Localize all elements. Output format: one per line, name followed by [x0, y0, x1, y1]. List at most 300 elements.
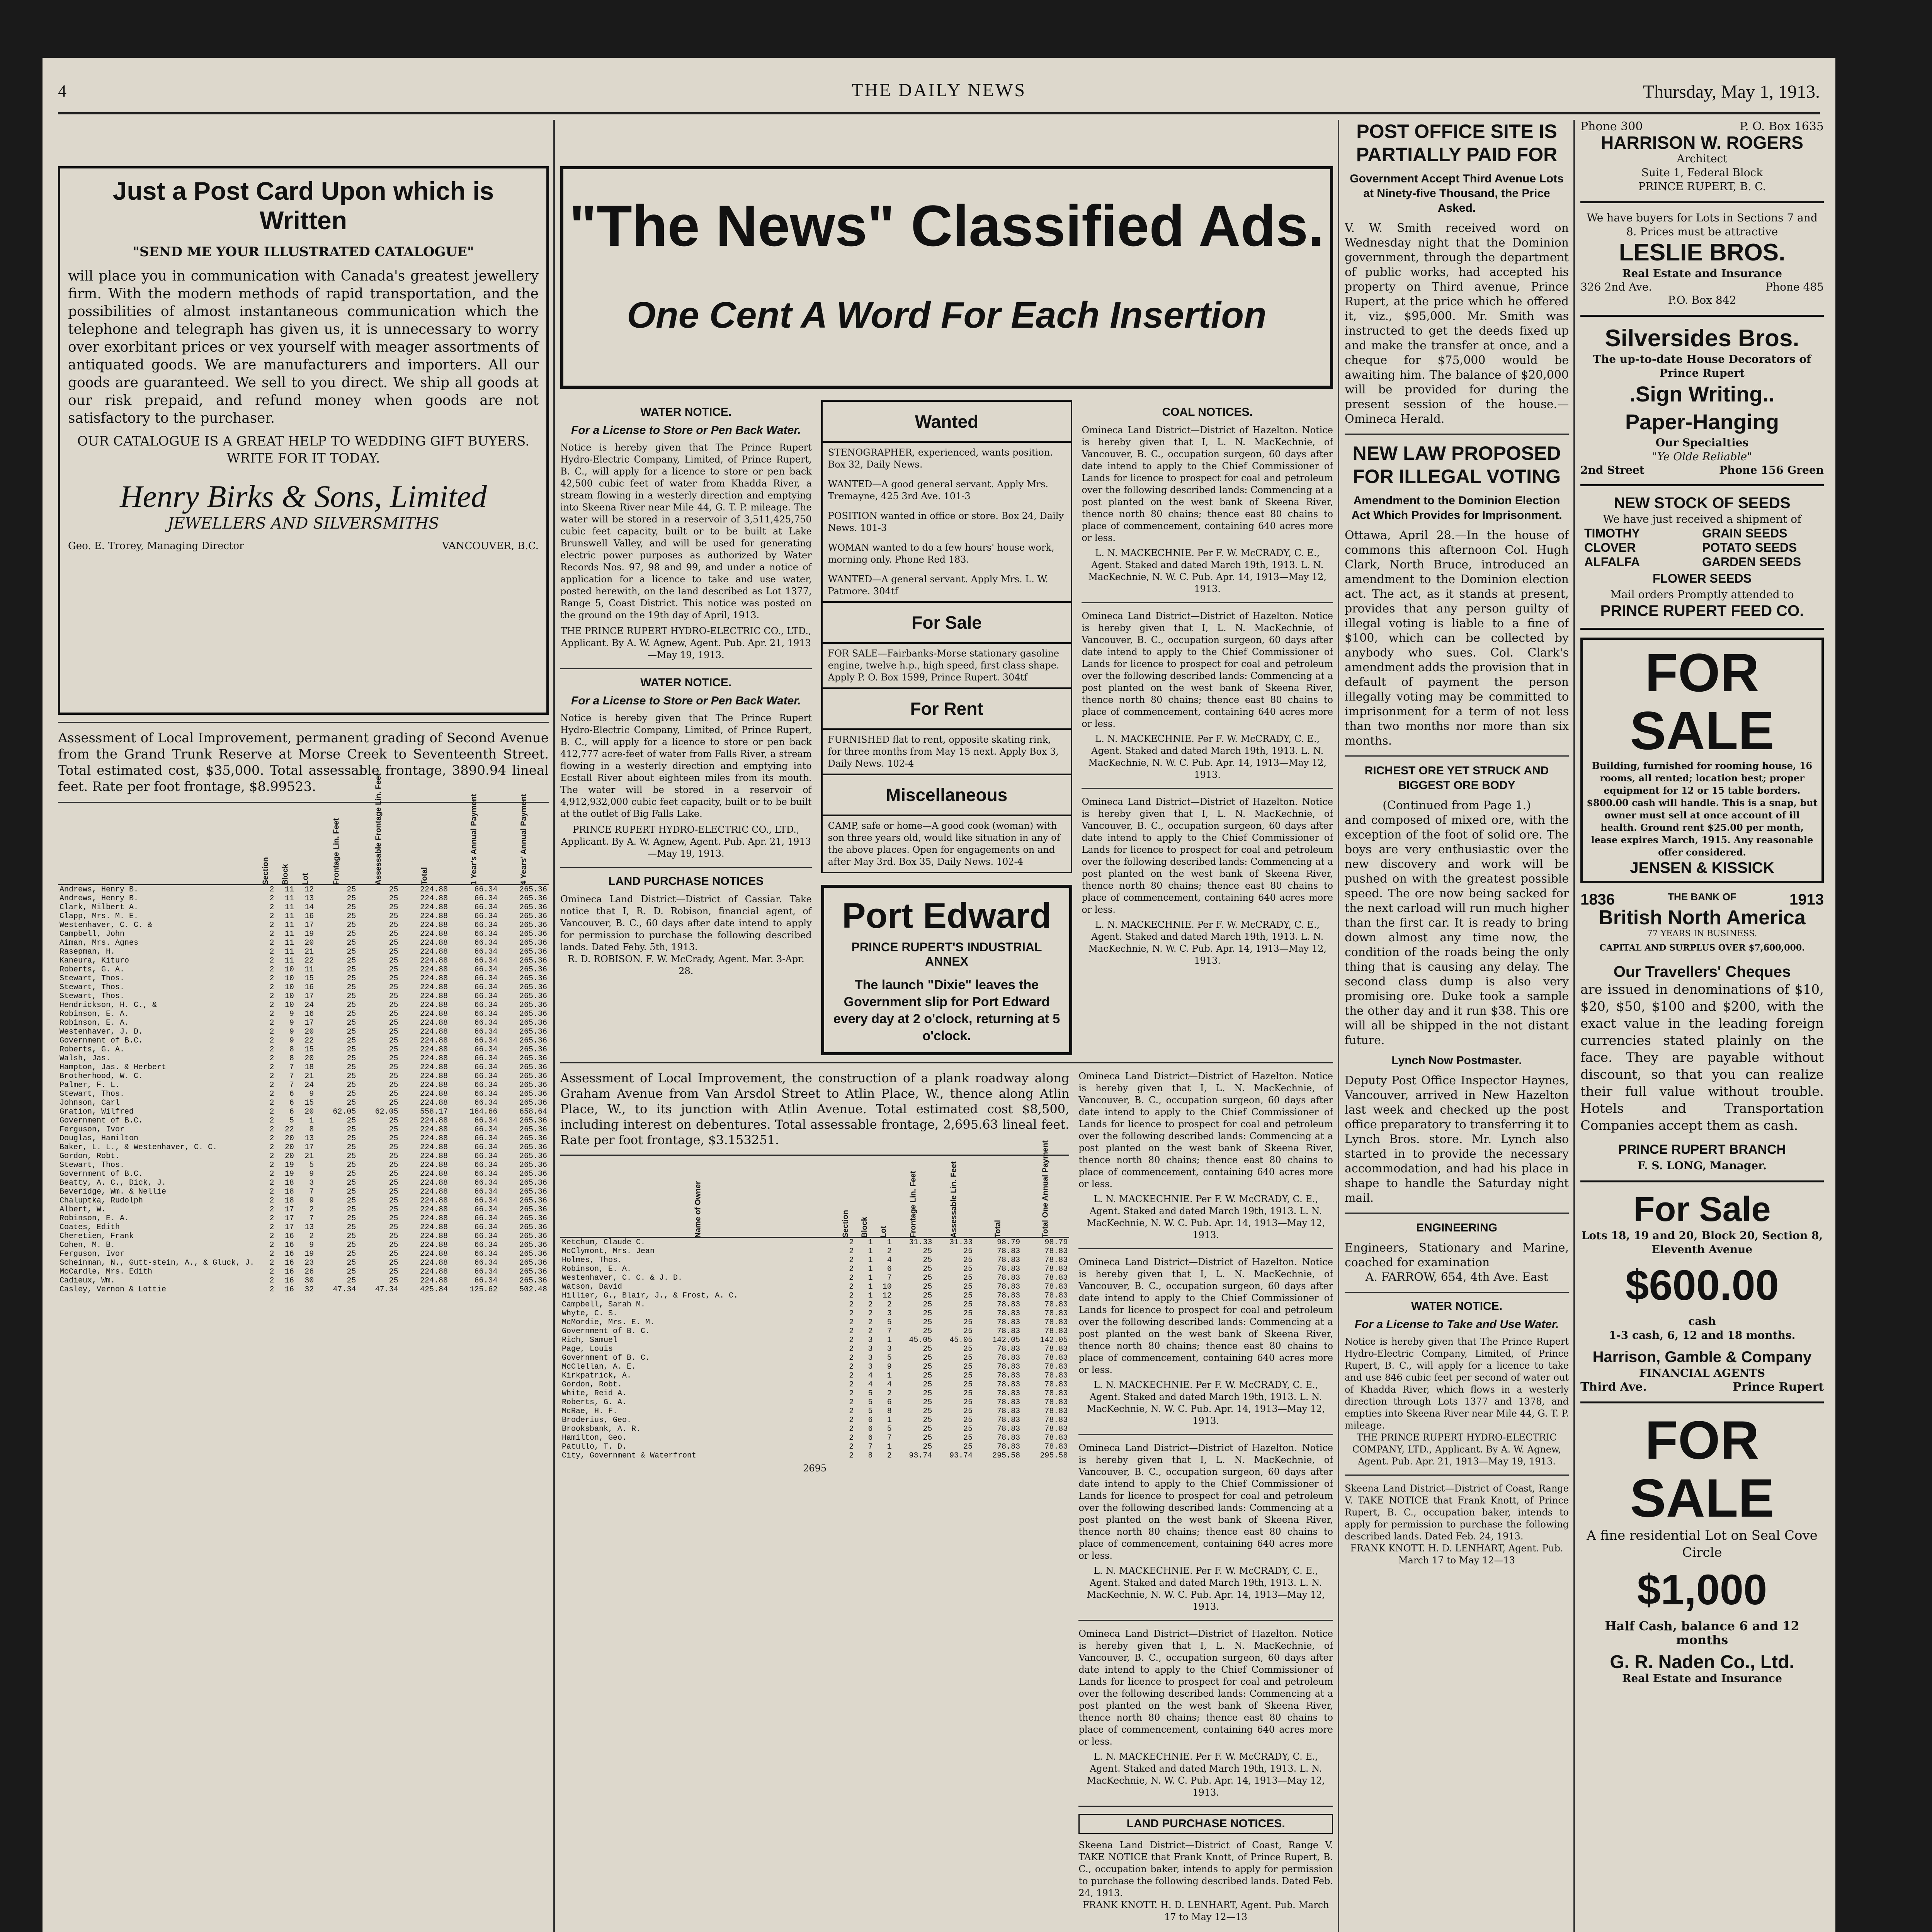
value-cell: 25	[389, 1054, 398, 1063]
value-cell: 2	[269, 921, 274, 930]
value-cell: 425.84	[420, 1285, 448, 1294]
value-cell: 66.34	[474, 885, 498, 894]
value-cell: 78.83	[1044, 1442, 1068, 1451]
table-row	[560, 1345, 1069, 1354]
value-cell: 25	[389, 903, 398, 912]
value-cell: 1	[868, 1247, 873, 1256]
coal-notice-body: Omineca Land District—District of Hazelton. Notice is hereby given that I, L. N. MacKechnie, of Vancouver, B. C., occupation surgeon, 60 days after date intend to apply to the Chief Commissioner of Lands for licence to prospect for coal and petroleum over the following described lands: Commencing at a post planted on the west bank of Skeena River, thence north 80 chains; thence east 80 chains to place of commencement, containing 640 acres more or less.	[1078, 1257, 1333, 1375]
owner-name-cell: Aiman, Mrs. Agnes	[60, 939, 139, 947]
bank-years	[1580, 891, 1824, 908]
skeena-notice-body: Skeena Land District—District of Coast, Range V. TAKE NOTICE that Frank Knott, of Prince Rupert, B. C., occupation baker, intends to apply for permission to purchase the following described lands. Dated Feb. 24, 1913.	[1345, 1483, 1569, 1542]
value-cell: 224.88	[420, 1027, 448, 1036]
table-column-header-label: Block	[281, 864, 290, 885]
newspaper-name: THE DAILY NEWS	[852, 80, 1026, 100]
value-cell: 7	[887, 1327, 892, 1336]
seeds-list	[1580, 526, 1824, 569]
table-column-header-label: Section	[841, 1210, 850, 1238]
value-cell: 265.36	[519, 1196, 547, 1205]
port-edward-advertisement	[821, 885, 1073, 1055]
value-cell: 2	[269, 1170, 274, 1179]
divider	[58, 722, 549, 723]
value-cell: 224.88	[420, 1179, 448, 1187]
value-cell: 224.88	[420, 1187, 448, 1196]
value-cell: 78.83	[1044, 1434, 1068, 1442]
value-cell: 9	[289, 1036, 294, 1045]
post-office-body: V. W. Smith received word on Wednesday night that the Dominion government, through the department of public works, had accepted his property on Third avenue, Prince Rupert, at the price which he offered it, viz., $95,000. Mr. Smith was instructed to get the deeds fixed up and make the transfer at once, and a cheque for $75,000 would be awaiting him. The balance of $20,000 will be provided for during the present session of the house.—Omineca Herald.	[1345, 221, 1569, 426]
table-row	[58, 885, 549, 895]
owner-name-cell: Baker, L. L., & Westenhaver, C. C.	[60, 1143, 218, 1152]
divider	[1345, 755, 1569, 757]
value-cell: 10	[284, 1001, 294, 1010]
value-cell: 6	[289, 1090, 294, 1099]
owner-name-cell: Robinson, E. A.	[60, 1010, 129, 1019]
silversides-address-row	[1580, 464, 1824, 476]
value-cell: 78.83	[1044, 1371, 1068, 1380]
value-cell: 1	[887, 1238, 892, 1247]
value-cell: 25	[389, 1116, 398, 1125]
value-cell: 502.48	[519, 1285, 547, 1294]
value-cell: 78.83	[997, 1274, 1020, 1282]
value-cell: 25	[923, 1274, 932, 1282]
owner-name-cell: McRae, H. F.	[562, 1407, 618, 1416]
rogers-suite: Suite 1, Federal Block	[1641, 166, 1763, 179]
divider	[1580, 1180, 1824, 1182]
birks-quote: "SEND ME YOUR ILLUSTRATED CATALOGUE"	[133, 244, 474, 260]
birks-director: Geo. E. Trorey, Managing Director	[68, 540, 244, 552]
value-cell: 265.36	[519, 1019, 547, 1027]
owner-name-cell: Roberts, G. A.	[562, 1398, 627, 1407]
value-cell: 20	[304, 1107, 314, 1116]
value-cell: 13	[304, 1134, 314, 1143]
leslie-address-row	[1580, 281, 1824, 293]
value-cell: 224.88	[420, 956, 448, 965]
value-cell: 17	[304, 921, 314, 930]
value-cell: 224.88	[420, 1259, 448, 1267]
value-cell: 18	[304, 1063, 314, 1072]
value-cell: 25	[389, 1027, 398, 1036]
cheques-body: are issued in denominations of $10, $20, $50, $100 and $200, with the exact value in the leading foreign currencies stated plainly on the face. They are payable without discount, so that you can realize their full value without trouble. Hotels and Transportation Companies accept them as cash.	[1580, 982, 1824, 1133]
value-cell: 2	[269, 1276, 274, 1285]
value-cell: 25	[389, 1170, 398, 1179]
owner-name-cell: Kaneura, Kituro	[60, 956, 129, 965]
value-cell: 66.34	[474, 903, 498, 912]
value-cell: 25	[389, 1152, 398, 1161]
owner-name-cell: Johnson, Carl	[60, 1099, 120, 1107]
value-cell: 32	[304, 1285, 314, 1294]
value-cell: 9	[887, 1362, 892, 1371]
value-cell: 25	[347, 1241, 356, 1250]
table-column-header	[276, 810, 295, 885]
value-cell: 1	[887, 1336, 892, 1345]
value-cell: 2	[849, 1300, 854, 1309]
harrison-street: Third Ave.	[1580, 1380, 1647, 1394]
value-cell: 8	[289, 1045, 294, 1054]
owner-name-cell: Roberts, G. A.	[60, 1045, 125, 1054]
value-cell: 7	[309, 1187, 314, 1196]
value-cell: 66.34	[474, 1063, 498, 1072]
value-cell: 25	[389, 939, 398, 947]
value-cell: 224.88	[420, 1214, 448, 1223]
owner-name-cell: Hendrickson, H. C., &	[60, 1001, 157, 1010]
table-column-header-label: Lot	[301, 873, 310, 885]
illegal-voting-body: Ottawa, April 28.—In the house of commons this afternoon Col. Hugh Clark, North Bruce, introduced an amendment to the Dominion election act. The act, as it stands at present, provides that any person guilty of illegal voting is liable to a fine of $100, which can be collected by anybody who sues. Col. Clark's amendment adds the provision that in default of payment the person illegally voting may be committed to imprisonment for a term of not less than two months nor more than six months.	[1345, 529, 1569, 748]
value-cell: 1	[868, 1282, 873, 1291]
owner-name-cell: Stewart, Thos.	[60, 1090, 125, 1099]
value-cell: 8	[309, 1125, 314, 1134]
table-row	[58, 1001, 549, 1010]
owner-name-cell: Cohen, M. B.	[60, 1241, 116, 1250]
table-row	[58, 1081, 549, 1090]
owner-name-cell: Cheretien, Frank	[60, 1232, 134, 1241]
value-cell: 25	[963, 1247, 973, 1256]
value-cell: 2	[269, 1285, 274, 1294]
value-cell: 66.34	[474, 1259, 498, 1267]
value-cell: 2	[849, 1354, 854, 1362]
value-cell: 25	[963, 1274, 973, 1282]
value-cell: 2	[269, 1010, 274, 1019]
owner-name-cell: Clapp, Mrs. M. E.	[60, 912, 139, 921]
table-row	[560, 1425, 1069, 1434]
page-number: 4	[58, 82, 66, 100]
table-row	[58, 1161, 549, 1170]
table-column-header-label: Lot	[879, 1226, 888, 1238]
column-4	[1580, 120, 1824, 1932]
divider	[1580, 484, 1824, 486]
post-office-headline: POST OFFICE SITE IS PARTIALLY PAID FOR	[1356, 121, 1558, 165]
value-cell: 25	[347, 956, 356, 965]
value-cell: 78.83	[997, 1380, 1020, 1389]
owner-name-cell: Page, Louis	[562, 1345, 613, 1354]
value-cell: 1	[868, 1274, 873, 1282]
value-cell: 25	[347, 1152, 356, 1161]
value-cell: 3	[868, 1336, 873, 1345]
water-notice-3-body: Notice is hereby given that The Prince Rupert Hydro-Electric Company, Limited, of Prince Rupert, B. C., will apply for a licence to take and use 846 cubic feet per second of water out of Khadda River, which flows in a westerly direction through Lots 1377 and 1378, and empties into Skeena River near Mile 44, G. T. P. mileage.	[1345, 1336, 1569, 1431]
value-cell: 224.88	[420, 1267, 448, 1276]
water-notice-1-body: Notice is hereby given that The Prince Rupert Hydro-Electric Company, Limited, of Prince Rupert, B. C., will apply for a licence to store or pen back 42,500 cubic feet of water from Khadda River, a stream flowing in a westerly direction and emptying into Skeena River near Mile 44, G. T. P. mileage. The water will be stored in a reservoir of 3,511,425,750 cubic feet capacity, built or to be built at Lake Brunswell Valley, and will be used for generating electric power purposes as authorized by Water Records Nos. 97, 98 and 99, and under a notice of application for a licence to take and use water, posted herewith, on the land described as Lot 1377, Range 5, Coast District. This notice was posted on the ground on the 19th day of April, 1913.	[560, 442, 812, 621]
divider	[1345, 1475, 1569, 1476]
value-cell: 15	[304, 1045, 314, 1054]
value-cell: 265.36	[519, 947, 547, 956]
value-cell: 66.34	[474, 921, 498, 930]
leslie-advertisement	[1580, 211, 1824, 307]
leslie-name: LESLIE BROS.	[1619, 239, 1786, 266]
value-cell: 66.34	[474, 956, 498, 965]
value-cell: 224.88	[420, 965, 448, 974]
value-cell: 25	[347, 1232, 356, 1241]
value-cell: 9	[309, 1090, 314, 1099]
value-cell: 265.36	[519, 1241, 547, 1250]
water-notice-3-heading: WATER NOTICE.	[1411, 1300, 1503, 1313]
divider	[1078, 1434, 1333, 1435]
for-sale-lots-advertisement	[1580, 1190, 1824, 1394]
wanted-item: WANTED—A good general servant. Apply Mrs. Tremayne, 425 3rd Ave. 101-3	[828, 479, 1048, 502]
branch-name: PRINCE RUPERT BRANCH	[1618, 1142, 1786, 1157]
owner-name-cell: Government of B. C.	[562, 1354, 650, 1362]
value-cell: 78.83	[1044, 1256, 1068, 1265]
value-cell: 25	[389, 1045, 398, 1054]
value-cell: 265.36	[519, 1276, 547, 1285]
value-cell: 2	[269, 903, 274, 912]
column-rule	[1338, 120, 1339, 1932]
value-cell: 25	[923, 1354, 932, 1362]
value-cell: 224.88	[420, 1090, 448, 1099]
value-cell: 25	[347, 1196, 356, 1205]
owner-name-cell: Westenhaver, C. C. & J. D.	[562, 1274, 683, 1282]
table-header-row	[58, 810, 549, 885]
value-cell: 25	[347, 1259, 356, 1267]
value-cell: 66.34	[474, 1027, 498, 1036]
value-cell: 18	[284, 1196, 294, 1205]
coal-notice-signature: L. N. MACKECHNIE. Per F. W. McCRADY, C. E., Agent. Staked and dated March 19th, 1913. L. N. MacKechnie, N. W. C. Pub. Apr. 14, 1913—May 12, 1913.	[1087, 1379, 1325, 1426]
value-cell: 25	[923, 1327, 932, 1336]
value-cell: 25	[963, 1416, 973, 1425]
value-cell: 25	[347, 1205, 356, 1214]
value-cell: 16	[284, 1259, 294, 1267]
lynch-body: Deputy Post Office Inspector Haynes, Vancouver, arrived in New Hazelton last week and checked up the post office preparatory to transferring it to Lynch Bros. store. Mr. Lynch also started in to provide the necessary accommodation, and had his place in shape to handle the Saturday night mail.	[1345, 1074, 1569, 1205]
paper-hanging: Paper-Hanging	[1625, 410, 1779, 434]
value-cell: 7	[887, 1434, 892, 1442]
table-column-header-label: Total	[420, 867, 429, 885]
value-cell: 25	[347, 1027, 356, 1036]
for-sale-rooming-house	[1580, 638, 1824, 883]
specialties: Our Specialties	[1655, 436, 1749, 449]
value-cell: 224.88	[420, 939, 448, 947]
table-row	[58, 1223, 549, 1232]
rogers-title: Architect	[1677, 152, 1728, 165]
value-cell: 224.88	[420, 1276, 448, 1285]
table-row	[560, 1416, 1069, 1425]
skeena-notice-signature: FRANK KNOTT. H. D. LENHART, Agent. Pub. March 17 to May 12—13	[1082, 1900, 1329, 1922]
value-cell: 78.83	[1044, 1398, 1068, 1407]
value-cell: 25	[347, 1099, 356, 1107]
value-cell: 224.88	[420, 1161, 448, 1170]
owner-name-cell: Beveridge, Wm. & Nellie	[60, 1187, 167, 1196]
value-cell: 265.36	[519, 1072, 547, 1081]
value-cell: 31.33	[949, 1238, 973, 1247]
value-cell: 265.36	[519, 974, 547, 983]
classified-col-water	[560, 400, 812, 1055]
value-cell: 25	[923, 1282, 932, 1291]
bank-founded: 1836	[1580, 891, 1615, 908]
value-cell: 25	[347, 1072, 356, 1081]
value-cell: 25	[389, 1081, 398, 1090]
value-cell: 265.36	[519, 1134, 547, 1143]
owner-name-cell: Gration, Wilfred	[60, 1107, 134, 1116]
value-cell: 224.88	[420, 1232, 448, 1241]
value-cell: 2	[849, 1238, 854, 1247]
coal-notice-body: Omineca Land District—District of Hazelton. Notice is hereby given that I, L. N. MacKechnie, of Vancouver, B. C., occupation surgeon, 60 days after date intend to apply to the Chief Commissioner of Lands for licence to prospect for coal and petroleum over the following described lands: Commencing at a post planted on the west bank of Skeena River, thence north 80 chains; thence east 80 chains to place of commencement, containing 640 acres more or less.	[1082, 796, 1333, 915]
table-row	[58, 1196, 549, 1205]
value-cell: 17	[304, 1143, 314, 1152]
table-row	[560, 1389, 1069, 1398]
value-cell: 224.88	[420, 1099, 448, 1107]
assessment-1-intro: Assessment of Local Improvement, permanent grading of Second Avenue from the Grand Trunk Reserve at Morse Creek to Seventeenth Street. Total estimated cost, $35,000. Total assessable frontage, 3890.94 lineal feet. Rate per foot frontage, $8.99523.	[58, 730, 549, 794]
wanted-box	[821, 400, 1073, 873]
value-cell: 10	[284, 974, 294, 983]
value-cell: 2	[849, 1336, 854, 1345]
value-cell: 142.05	[1040, 1336, 1068, 1345]
value-cell: 78.83	[1044, 1425, 1068, 1434]
leslie-box: P.O. Box 842	[1668, 294, 1736, 306]
coal-notice-body: Omineca Land District—District of Hazelton. Notice is hereby given that I, L. N. MacKechnie, of Vancouver, B. C., occupation surgeon, 60 days after date intend to apply to the Chief Commissioner of Lands for licence to prospect for coal and petroleum over the following described lands: Commencing at a post planted on the west bank of Skeena River, thence north 80 chains; thence east 80 chains to place of commencement, containing 640 acres more or less.	[1082, 425, 1333, 543]
coal-notices-continued	[1078, 1070, 1333, 1923]
value-cell: 16	[284, 1241, 294, 1250]
table-row	[58, 1090, 549, 1099]
value-cell: 78.83	[1044, 1282, 1068, 1291]
water-notice-3-signature: THE PRINCE RUPERT HYDRO-ELECTRIC COMPANY, LTD., Applicant. By A. W. Agnew, Agent. Pub. Apr. 21, 1913—May 19, 1913.	[1352, 1432, 1561, 1467]
table-column-header-label: Total	[993, 1220, 1002, 1238]
value-cell: 25	[347, 1187, 356, 1196]
value-cell: 265.36	[519, 983, 547, 992]
water-notice-2-heading: WATER NOTICE.	[640, 676, 732, 689]
value-cell: 25	[389, 1134, 398, 1143]
owner-name-cell: Scheinman, N., Gutt-stein, A., & Gluck, J.	[60, 1259, 255, 1267]
value-cell: 224.88	[420, 1143, 448, 1152]
table-row	[560, 1354, 1069, 1362]
table-row	[58, 1107, 549, 1116]
table-column-header-label: 1 Year's Annual Payment	[469, 794, 478, 885]
coal-notice-signature: L. N. MACKECHNIE. Per F. W. McCRADY, C. E., Agent. Staked and dated March 19th, 1913. L. N. MacKechnie, N. W. C. Pub. Apr. 14, 1913—May 12, 1913.	[1088, 548, 1327, 594]
value-cell: 66.34	[474, 1054, 498, 1063]
value-cell: 78.83	[1044, 1416, 1068, 1425]
seal-cove-lot: A fine residential Lot on Seal Cove Circle	[1587, 1528, 1818, 1560]
owner-name-cell: Ferguson, Ivor	[60, 1250, 125, 1259]
table-row	[58, 912, 549, 921]
value-cell: 2	[849, 1256, 854, 1265]
value-cell: 2	[269, 983, 274, 992]
value-cell: 265.36	[519, 903, 547, 912]
value-cell: 224.88	[420, 885, 448, 894]
for-sale-body: Building, furnished for rooming house, 16 rooms, all rented; location best; proper equipment for 12 or 15 table borders. $800.00 cash will handle. This is a snap, but owner must sell at once account of ill health. Ground rent $25.00 per month, lease expires March, 1915. Any reasonable offer considered.	[1587, 760, 1818, 858]
miscellaneous-label: Miscellaneous	[823, 774, 1071, 816]
for-sale-heading-3: FOR SALE	[1630, 1410, 1774, 1528]
harrison-city: Prince Rupert	[1733, 1380, 1824, 1394]
value-cell: 66.34	[474, 1241, 498, 1250]
port-edward-body: The launch "Dixie" leaves the Government slip for Port Edward every day at 2 o'clock, returning at 5 o'clock.	[833, 978, 1060, 1043]
value-cell: 265.36	[519, 1081, 547, 1090]
value-cell: 25	[389, 983, 398, 992]
value-cell: 224.88	[420, 1196, 448, 1205]
table-column-header	[974, 1163, 1022, 1238]
value-cell: 66.34	[474, 1090, 498, 1099]
value-cell: 78.83	[997, 1265, 1020, 1274]
value-cell: 5	[887, 1354, 892, 1362]
rogers-advertisement	[1580, 120, 1824, 194]
divider	[1580, 315, 1824, 317]
value-cell: 66.34	[474, 1081, 498, 1090]
owner-name-cell: Patullo, T. D.	[562, 1442, 627, 1451]
value-cell: 9	[309, 1170, 314, 1179]
value-cell: 2	[849, 1398, 854, 1407]
miscellaneous-item: CAMP, safe or home—A good cook (woman) with son three years old, would like situation in any of the above places. Open for engagements on and after May 3rd. Box 35, Daily News. 102-4	[828, 820, 1060, 867]
value-cell: 66.34	[474, 1099, 498, 1107]
table-column-header-label: Frontage Lin. Feet	[332, 818, 341, 885]
table-row	[560, 1309, 1069, 1318]
owner-name-cell: City, Government & Waterfront	[562, 1451, 697, 1460]
value-cell: 78.83	[1044, 1265, 1068, 1274]
value-cell: 93.74	[909, 1451, 932, 1460]
value-cell: 16	[284, 1250, 294, 1259]
rogers-city: PRINCE RUPERT, B. C.	[1638, 180, 1766, 193]
land-purchase-body: Omineca Land District—District of Cassiar. Take notice that I, R. D. Robison, financial agent, of Vancouver, B. C., 60 days after date intend to apply for permission to purchase the following described lands. Dated Feby. 5th, 1913.	[560, 894, 812, 952]
value-cell: 224.88	[420, 1250, 448, 1259]
value-cell: 265.36	[519, 1161, 547, 1170]
value-cell: 78.83	[1044, 1327, 1068, 1336]
value-cell: 2	[269, 1179, 274, 1187]
value-cell: 20	[284, 1152, 294, 1161]
value-cell: 2	[868, 1327, 873, 1336]
wanted-item: POSITION wanted in office or store. Box 24, Daily News. 101-3	[828, 510, 1064, 533]
value-cell: 20	[284, 1143, 294, 1152]
owner-name-cell: White, Reid A.	[562, 1389, 627, 1398]
issue-date: Thursday, May 1, 1913.	[1643, 82, 1820, 102]
value-cell: 25	[347, 1223, 356, 1232]
table-column-header-label: Assessable Lin. Feet	[949, 1161, 958, 1238]
owner-name-cell: Brooksbank, A. R.	[562, 1425, 641, 1434]
value-cell: 78.83	[1044, 1291, 1068, 1300]
table-row	[58, 1116, 549, 1125]
value-cell: 25	[963, 1407, 973, 1416]
value-cell: 66.34	[474, 1276, 498, 1285]
column-rule	[553, 120, 555, 1932]
value-cell: 66.34	[474, 1125, 498, 1134]
rogers-name: HARRISON W. ROGERS	[1601, 133, 1803, 153]
value-cell: 12	[882, 1291, 892, 1300]
owner-name-cell: Broderius, Geo.	[562, 1416, 632, 1425]
wanted-item: STENOGRAPHER, experienced, wants position. Box 32, Daily News.	[828, 447, 1053, 470]
value-cell: 2	[269, 1205, 274, 1214]
leslie-phone: Phone 485	[1765, 281, 1824, 293]
value-cell: 224.88	[420, 930, 448, 939]
wanted-label: Wanted	[823, 402, 1071, 443]
value-cell: 265.36	[519, 1205, 547, 1214]
value-cell: 25	[389, 1276, 398, 1285]
table-row	[58, 956, 549, 965]
value-cell: 2	[269, 1116, 274, 1125]
assessment-1-table	[58, 773, 549, 1294]
table-column-header-label: Total One Annual Payment	[1041, 1140, 1050, 1238]
value-cell: 265.36	[519, 1267, 547, 1276]
classified-columns	[560, 400, 1333, 1055]
divider	[1082, 788, 1333, 789]
owner-name-cell: Roberts, G. A.	[60, 965, 125, 974]
value-cell: 2	[849, 1247, 854, 1256]
value-cell: 7	[887, 1274, 892, 1282]
value-cell: 1	[887, 1371, 892, 1380]
for-sale-heading-2: For Sale	[1633, 1190, 1771, 1229]
table-column-header	[449, 794, 499, 885]
assessment-2-intro: Assessment of Local Improvement, the construction of a plank roadway along Graham Avenue from Van Arsdol Street to Atlin Place, W., thence along Atlin Place, W., to its junction with Atlin Avenue. Total estimated cost $8,500, including interest on debentures. Total assessable frontage, 2,695.63 lineal feet. Rate per foot frontage, $3.153251.	[560, 1071, 1070, 1147]
reliable: "Ye Olde Reliable"	[1652, 450, 1752, 463]
value-cell: 25	[963, 1300, 973, 1309]
value-cell: 16	[284, 1276, 294, 1285]
value-cell: 78.83	[997, 1345, 1020, 1354]
value-cell: 8	[887, 1407, 892, 1416]
value-cell: 25	[389, 1125, 398, 1134]
owner-name-cell: Rich, Samuel	[562, 1336, 618, 1345]
column-3	[1345, 120, 1569, 1932]
value-cell: 10	[284, 983, 294, 992]
value-cell: 2	[269, 930, 274, 939]
silversides-subtitle: The up-to-date House Decorators of Prince Rupert	[1593, 353, 1811, 379]
value-cell: 295.58	[1040, 1451, 1068, 1460]
birks-footer	[68, 540, 539, 552]
value-cell: 1	[868, 1291, 873, 1300]
value-cell: 9	[309, 1241, 314, 1250]
value-cell: 19	[304, 930, 314, 939]
classified-title: "The News" Classified Ads.	[569, 193, 1324, 258]
value-cell: 2	[269, 1187, 274, 1196]
